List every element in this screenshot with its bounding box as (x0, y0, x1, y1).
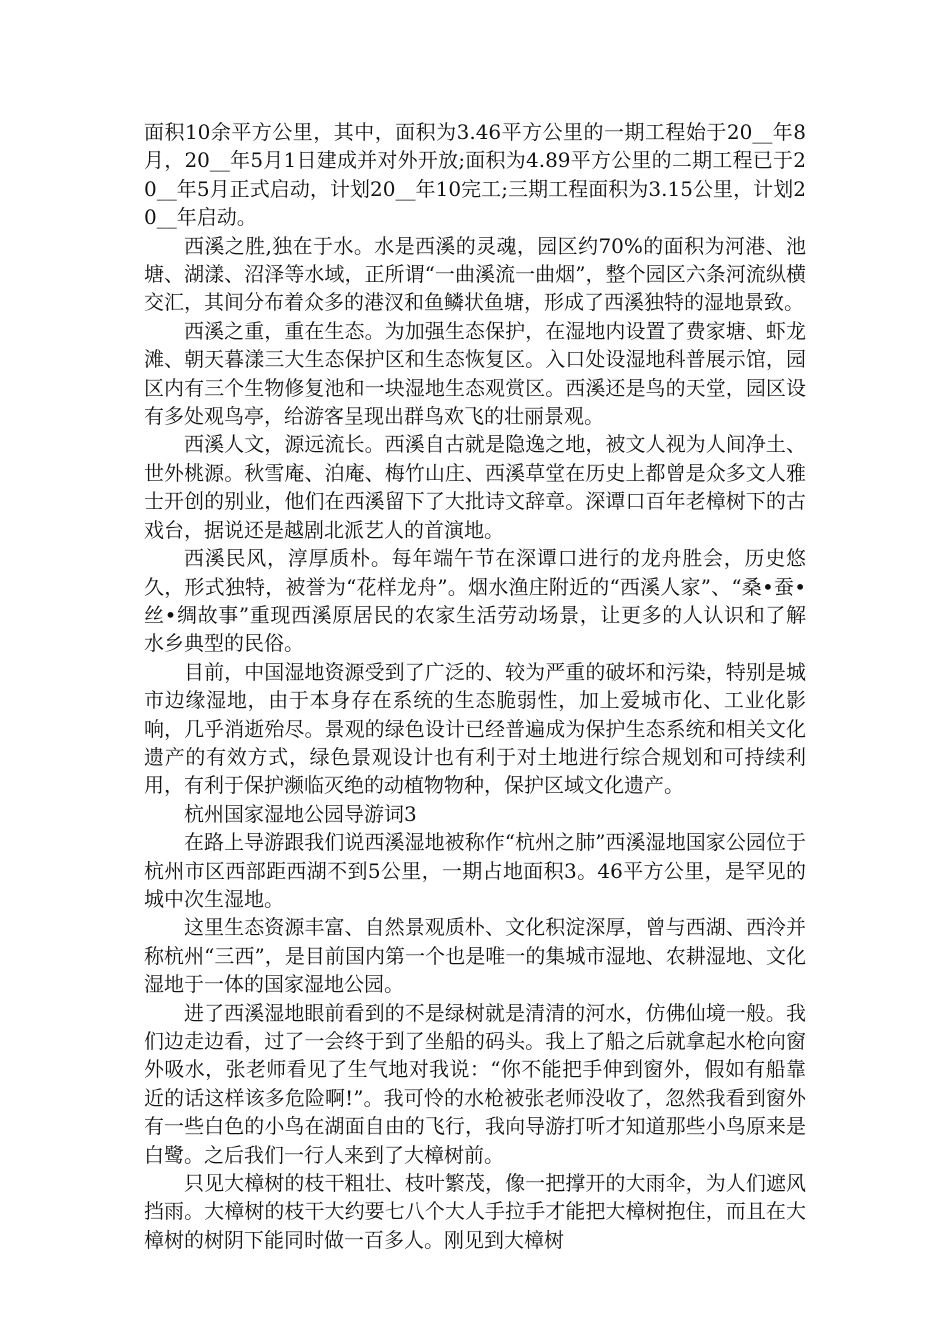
document-body (144, 118, 806, 1254)
paragraph-camphor-tree: 只见大樟树的枝干粗壮、枝叶繁茂，像一把撑开的大雨伞，为人们遮风挡雨。大樟树的枝干大约要七八个大人手拉手才能把大樟树抱住，而且在大樟树的树阴下能同时做一百多人。刚见到大樟树 (144, 1171, 806, 1252)
paragraph-boat-trip: 进了西溪湿地眼前看到的不是绿树就是清清的河水，仿佛仙境一般。我们边走边看，过了一会终于到了坐船的码头。我上了船之后就拿起水枪向窗外吸水，张老师看见了生气地对我说：“你不能把手伸到窗外，假如有船靠近的话这样该多危险啊!”。我可怜的水枪被张老师没收了，忽然我看到窗外有一些白色的小鸟在湖面自由的飞行，我向导游打听才知道那些小鸟原来是白鹭。之后我们一行人来到了大樟树前。 (144, 1000, 806, 1167)
paragraph-area-intro: 面积10余平方公里，其中，面积为3.46平方公里的一期工程始于20__年8月，20__年5月1日建成并对外开放;面积为4.89平方公里的二期工程已于20__年5月正式启动，计划20__年10完工;三期工程面积为3.15公里，计划20__年启动。 (144, 120, 806, 230)
section-heading: 杭州国家湿地公园导游词3 (184, 801, 417, 826)
paragraph-guide-intro: 在路上导游跟我们说西溪湿地被称作“杭州之肺”西溪湿地国家公园位于杭州市区西部距西湖不到5公里，一期占地面积3。46平方公里，是罕见的城中次生湿地。 (144, 830, 806, 911)
paragraph-culture: 西溪人文，源远流长。西溪自古就是隐逸之地，被文人视为人间净土、世外桃源。秋雪庵、泊庵、梅竹山庄、西溪草堂在历史上都曾是众多文人雅士开创的别业，他们在西溪留下了大批诗文辞章。深谭口百年老樟树下的古戏台，据说还是越剧北派艺人的首演地。 (144, 432, 806, 542)
paragraph-wetland-protection: 目前，中国湿地资源受到了广泛的、较为严重的破坏和污染，特别是城市边缘湿地，由于本身存在系统的生态脆弱性，加上爱城市化、工业化影响，几乎消逝殆尽。景观的绿色设计已经普遍成为保护生态系统和相关文化遗产的有效方式，绿色景观设计也有利于对土地进行综合规划和可持续利用，有利于保护濒临灭绝的动植物物种，保护区域文化遗产。 (144, 659, 806, 798)
paragraph-folk-customs: 西溪民风，淳厚质朴。每年端午节在深谭口进行的龙舟胜会，历史悠久，形式独特，被誉为“花样龙舟”。烟水渔庄附近的“西溪人家”、“桑•蚕•丝•绸故事”重现西溪原居民的农家生活劳动场景，让更多的人认识和了解水乡典型的民俗。 (144, 546, 806, 656)
paragraph-ecology: 西溪之重，重在生态。为加强生态保护，在湿地内设置了费家塘、虾龙滩、朝天暮漾三大生态保护区和生态恢复区。入口处设湿地科普展示馆，园区内有三个生物修复池和一块湿地生态观赏区。西溪还是鸟的天堂，园区设有多处观鸟亭，给游客呈现出群鸟欢飞的壮丽景观。 (144, 318, 806, 429)
paragraph-water: 西溪之胜,独在于水。水是西溪的灵魂，园区约70%的面积为河港、池塘、湖漾、沼泽等水域，正所谓“一曲溪流一曲烟”，整个园区六条河流纵横交汇，其间分布着众多的港汊和鱼鳞状鱼塘，形成了西溪独特的湿地景致。 (144, 233, 806, 315)
paragraph-resources: 这里生态资源丰富、自然景观质朴、文化积淀深厚，曾与西湖、西泠并称杭州“三西”，是目前国内第一个也是唯一的集城市湿地、农耕湿地、文化湿地于一体的国家湿地公园。 (144, 915, 806, 997)
